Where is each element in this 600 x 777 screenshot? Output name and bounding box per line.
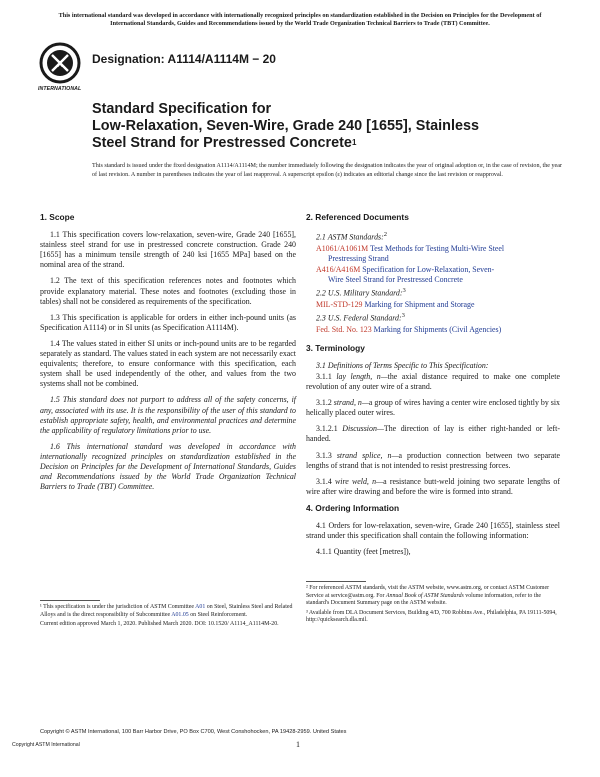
definition-lay-length: 3.1.1 lay length, n—the axial distance required to make one complete revolution of any outer wire of a strand. [306, 372, 560, 392]
footnotes-left [40, 604, 294, 631]
reference-title-link[interactable]: Specification for Low-Relaxation, Seven- [362, 265, 495, 274]
reference-code-link[interactable]: A416/A416M [316, 265, 361, 274]
paragraph-4-1: 4.1 Orders for low-relaxation, seven-wire, Grade 240 [1655], stainless steel strand under this specification shall contain the following information: [306, 521, 560, 541]
military-standard-line: 2.2 U.S. Military Standard:$^3$ [316, 287, 406, 298]
astm-standards-line: 2.1 ASTM Standards:$^2$ [316, 231, 388, 242]
footnote-3: ³ Available from DLA Document Services, Building 4/D, 700 Robbins Ave., Philadelphia, PA 19111-5094, http://quicksearch.dla.mil. [306, 609, 557, 624]
footnote-2: ² For referenced ASTM standards, visit the ASTM website, www.astm.org, or contact ASTM Customer Service at service@astm.org. For Annual Book of ASTM Standards volume information, refer to the standard's Document Summary page on the ASTM website. [306, 585, 550, 607]
paragraph-1-3: 1.3 This specification is applicable for orders in either inch-pound units (as Specification A1114) or in SI units (as Specification A1114M). [40, 312, 296, 332]
designation: Designation: A1114/A1114M − 20 [92, 52, 276, 66]
discussion-lay-direction: 3.1.2.1 Discussion—The direction of lay is either right-handed or left-handed. [306, 424, 560, 444]
paragraph-1-5: 1.5 This standard does not purport to address all of the safety concerns, if any, associated with its use. It is the responsibility of the user of this standard to establish appropriate safety, health, and environmental practices and determine the applicability of regulatory limitations prior to use. [40, 395, 296, 435]
definition-strand-splice: 3.1.3 strand splice, n—a production connection between two separate lengths of strand that is not intended to resist prestressing forces. [306, 450, 560, 470]
referenced-documents-heading: 2. Referenced Documents [306, 212, 409, 222]
left-column [40, 212, 296, 498]
reference-code-link[interactable]: A1061/A1061M [316, 243, 369, 253]
footnote-1-edition: Current edition approved March 1, 2020. Published March 2020. DOI: 10.1520/ A1114_A1114M-20. [40, 621, 279, 628]
reference-title-link[interactable]: Marking for Shipment and Storage [364, 299, 475, 309]
reference-fed-std-123[interactable] [306, 325, 560, 335]
title-line-1: Standard Specification for [92, 101, 272, 117]
reference-title-link[interactable]: Test Methods for Testing Multi-Wire Steel [370, 243, 505, 253]
page-number: 1 [296, 740, 300, 749]
footnote-divider-right [306, 581, 366, 582]
svg-text:A: A [57, 60, 63, 69]
paragraph-1-4: 1.4 The values stated in either SI units or inch-pound units are to be regarded separately as standard. The values stated in each system are not necessarily exact equivalents; therefore, to ensure conformance with this specification, each system shall be used independently of the other, and values from the two systems shall not be combined. [40, 338, 296, 389]
reference-code-link[interactable]: MIL-STD-129 [316, 299, 363, 309]
page-footer-left: Copyright ASTM International [12, 742, 80, 748]
logo-caption: INTERNATIONAL [38, 86, 82, 92]
committee-link[interactable]: A01 [195, 604, 206, 610]
subcommittee-link[interactable]: A01.05 [171, 611, 189, 618]
footnote-1: ¹ This specification is under the jurisdiction of ASTM Committee A01 on Steel, Stainless Steel and Related Alloys and is the direct responsibility of Subcommittee A01.05 on Steel Reinforcement. [40, 604, 293, 618]
ordering-information-heading: 4. Ordering Information [306, 502, 400, 513]
federal-standard-line: 2.3 U.S. Federal Standard:$^3$ [316, 312, 405, 323]
standard-note: This standard is issued under the fixed designation A1114/A1114M; the number immediately following the designation indicates the year of original adoption or, in the case of revision, the year of last revision. A number in parentheses indicates the year of last reapproval. A superscript epsilon (ε) indicates an editorial change since the last revision or reapproval. [92, 163, 562, 178]
paragraph-1-1: 1.1 This specification covers low-relaxation, seven-wire, Grade 240 [1655], stainless steel strand for use in prestressed concrete construction. Grade 240 [1655] has a minimum tensile strength of 240 ksi [1655 MPa] based on the nominal area of the strand. [40, 230, 296, 270]
paragraph-1-2: 1.2 The text of this specification references notes and footnotes which provide explanatory material. These notes and footnotes (excluding those in tables) shall not be considered as requirements of the specification. [40, 276, 296, 306]
scope-heading: 1. Scope [40, 212, 75, 222]
right-column [306, 212, 560, 563]
title-footnote-mark: 1 [351, 138, 357, 148]
reference-code-link[interactable]: Fed. Std. No. 123 [316, 324, 372, 334]
top-notice: This international standard was developed in accordance with internationally recognized principles on standardization established in the Decision on Principles for the Development of International Standards, Guides and Recommendations issued by the World Trade Organization Technical Barriers to Trade (TBT) Committee. [58, 12, 542, 28]
reference-mil-std-129[interactable] [306, 300, 560, 310]
document-title [92, 101, 552, 153]
terminology-heading: 3. Terminology [306, 342, 365, 353]
copyright-line: Copyright © ASTM International, 100 Barr Harbor Drive, PO Box C700, West Conshohocken, PA 19428-2959. United States [40, 729, 347, 735]
definition-strand: 3.1.2 strand, n—a group of wires having a center wire enclosed tightly by six helically placed outer wires. [306, 398, 560, 418]
astm-logo-icon [38, 42, 82, 88]
reference-title-link[interactable]: Marking for Shipments (Civil Agencies) [373, 324, 502, 334]
footnote-divider-left [40, 600, 100, 601]
reference-a1061[interactable]: A1061/A1061M Test Methods for Testing Multi-Wire Steel Prestressing Strand [316, 243, 505, 263]
title-line-3: Steel Strand for Prestressed Concrete$^1$ [92, 135, 357, 152]
paragraph-1-6: 1.6 This international standard was developed in accordance with internationally recognized principles on standardization established in the Decision on Principles for the Development of International Standards, Guides and Recommendations issued by the World Trade Organization Technical Barriers to Trade (TBT) Committee. [40, 441, 296, 492]
reference-a416[interactable]: A416/A416M Specification for Low-Relaxation, Seven- Wire Steel Strand for Prestressed Concrete [316, 265, 495, 285]
title-line-2: Low-Relaxation, Seven-Wire, Grade 240 [1655], Stainless [92, 118, 479, 135]
footnotes-right [306, 585, 560, 627]
definition-wire-weld: 3.1.4 wire weld, n—a resistance butt-weld joining two separate lengths of wire after wire drawing and before the wire is formed into strand. [306, 476, 560, 496]
paragraph-4-1-1: 4.1.1 Quantity (feet [metres]), [316, 547, 411, 557]
paragraph-3-1: 3.1 Definitions of Terms Specific to This Specification: [316, 360, 489, 370]
